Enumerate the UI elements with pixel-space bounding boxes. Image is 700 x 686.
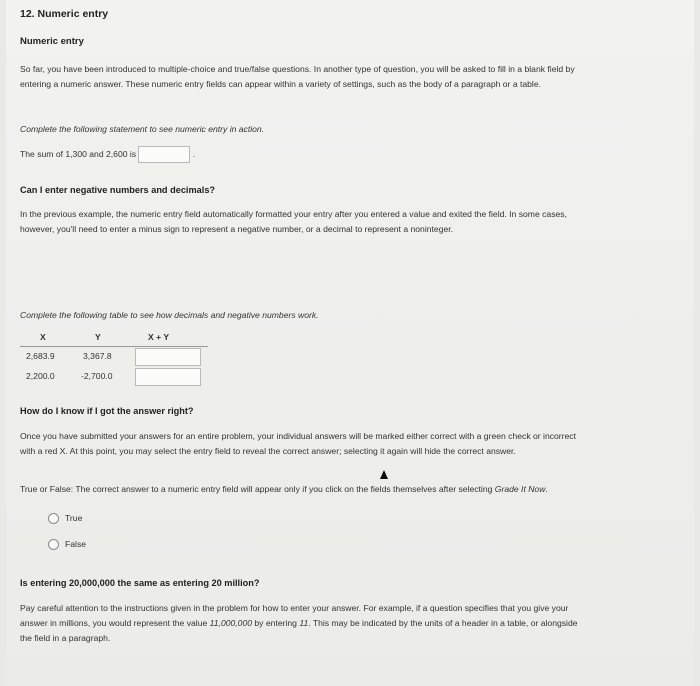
- table-row-2-y: -2,700.0: [81, 371, 113, 381]
- negatives-paragraph: [20, 207, 685, 237]
- table-row-2-x: 2,200.0: [26, 371, 55, 381]
- tf-question-text: True or False: The correct answer to a numeric entry field will appear only if you click on the fields themselves after selecting: [20, 484, 493, 494]
- mouse-cursor-icon: [380, 470, 388, 479]
- millions-line-2-entry: 11: [299, 618, 309, 628]
- answer-right-heading: How do I know if I got the answer right?: [20, 406, 194, 416]
- table-instruction: Complete the following table to see how decimals and negative numbers work.: [20, 310, 319, 320]
- tf-option-false[interactable]: [48, 537, 86, 552]
- table-row-1-y: 3,367.8: [83, 351, 112, 361]
- millions-line-3: the field in a paragraph.: [20, 633, 111, 643]
- millions-line-2-c: . This may be indicated by the units of a header in a table, or alongside: [308, 618, 578, 628]
- numeric-table: [20, 332, 210, 392]
- millions-line-2-value: 11,000,000: [209, 618, 253, 628]
- tf-question: [20, 482, 690, 497]
- sum-entry-field[interactable]: [138, 146, 190, 163]
- section-title: Numeric entry: [20, 36, 84, 47]
- answer-right-line-2: with a red X. At this point, you may select the entry field to reveal the correct answer; selecting it again will hide the correct answer.: [20, 446, 516, 456]
- answer-right-paragraph: [20, 429, 690, 459]
- radio-false[interactable]: [48, 539, 59, 550]
- tf-option-false-label: False: [65, 539, 87, 549]
- millions-line-2-a: answer in millions, you would represent the value: [20, 618, 208, 628]
- tf-question-suffix: .: [545, 484, 548, 494]
- millions-paragraph: [20, 601, 690, 646]
- table-row-1-sum-field[interactable]: [135, 348, 201, 366]
- table-header-x: X: [40, 332, 46, 342]
- negatives-line-2: however, you'll need to enter a minus sign to represent a negative number, or a decimal to represent a noninteger.: [20, 224, 454, 234]
- intro-line-2: entering a numeric answer. These numeric entry fields can appear within a variety of settings, such as the body of a paragraph or a table.: [20, 79, 542, 89]
- millions-line-2: [20, 616, 690, 631]
- example1-sentence: [20, 146, 195, 163]
- example1-instruction: Complete the following statement to see numeric entry in action.: [20, 124, 265, 134]
- table-row-1-x: 2,683.9: [26, 351, 55, 361]
- tf-option-true-label: True: [65, 513, 83, 523]
- answer-right-line-1: Once you have submitted your answers for an entire problem, your individual answers will be marked either correct with a green check or incorrect: [20, 431, 576, 441]
- page-title: 12. Numeric entry: [20, 8, 109, 20]
- page: [6, 0, 694, 686]
- radio-true[interactable]: [48, 513, 59, 524]
- table-row-2-sum-field[interactable]: [135, 368, 201, 386]
- intro-line-1: So far, you have been introduced to multiple-choice and true/false questions. In another type of question, you will be asked to fill in a blank field by: [20, 64, 575, 74]
- example1-period: .: [192, 148, 196, 159]
- table-header-sum: X + Y: [148, 332, 170, 342]
- table-header-y: Y: [95, 332, 101, 342]
- negatives-heading: Can I enter negative numbers and decimals?: [20, 185, 216, 195]
- example1-sentence-text: The sum of 1,300 and 2,600 is: [20, 148, 137, 159]
- intro-paragraph: [20, 62, 685, 92]
- negatives-line-1: In the previous example, the numeric entry field automatically formatted your entry after you entered a value and exited the field. In some cases,: [20, 209, 567, 219]
- tf-option-true[interactable]: [48, 511, 82, 526]
- tf-question-grade-it-now: Grade It Now: [494, 484, 546, 494]
- millions-line-1: Pay careful attention to the instructions given in the problem for how to enter your answer. For example, if a question specifies that you give your: [20, 603, 569, 613]
- table-header-divider: [20, 346, 208, 347]
- millions-line-2-b: by entering: [254, 618, 297, 628]
- millions-heading: Is entering 20,000,000 the same as entering 20 million?: [20, 578, 260, 588]
